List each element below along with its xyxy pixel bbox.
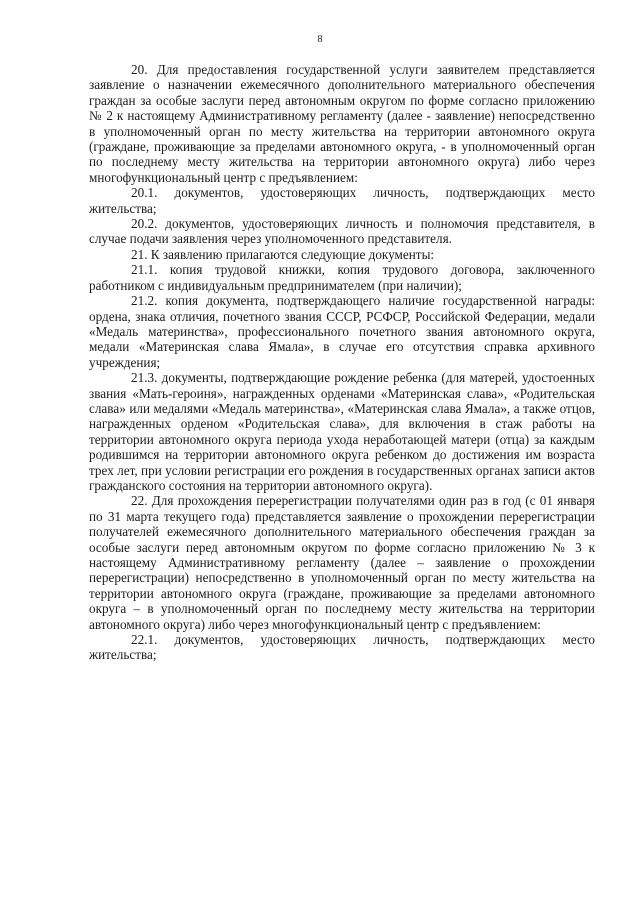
document-body xyxy=(89,62,595,663)
paragraph-21: 21. К заявлению прилагаются следующие документы: xyxy=(131,246,435,262)
page-number: 8 xyxy=(317,34,323,45)
paragraph-20-2: 20.2. документов, удостоверяющих личность и полномочия представителя, в случае подачи заявления через уполномоченного представителя. xyxy=(89,216,595,247)
paragraph-21-2: 21.2. копия документа, подтверждающего наличие государственной награды: ордена, знака отличия, почетного звания СССР, РСФСР, Российской Федерации, медали «Медаль материнства», профессионального почетного звания автономного округа, медали «Материнская слава Ямала», в случае его отсутствия справка архивного учреждения; xyxy=(89,293,595,370)
paragraph-22-1: 22.1. документов, удостоверяющих личность, подтверждающих место жительства; xyxy=(89,632,595,663)
paragraph-22: 22. Для прохождения перерегистрации получателями один раз в год (с 01 января по 31 марта текущего года) представляется заявление о прохождении перерегистрации получателей ежемесячного дополнительного материального обеспечения граждан за особые заслуги перед автономным округом по форме согласно приложению № 3 к настоящему Административному регламенту (далее – заявление о прохождении перерегистрации) непосредственно в уполномоченный орган по месту жительства на территории автономного округа (граждане, проживающие за пределами автономного округа – в уполномоченный орган по последнему месту жительства на территории автономного округа) либо через многофункциональный центр с предъявлением: xyxy=(89,493,595,632)
paragraph-21-1: 21.1. копия трудовой книжки, копия трудового договора, заключенного работником с индивидуальным предпринимателем (при наличии); xyxy=(89,262,595,293)
paragraph-20: 20. Для предоставления государственной услуги заявителем представляется заявление о назначении ежемесячного дополнительного материального обеспечения граждан за особые заслуги перед автономным округом по форме согласно приложению № 2 к настоящему Административному регламенту (далее - заявление) непосредственно в уполномоченный орган по месту жительства на территории автономного округа (граждане, проживающие за пределами автономного округа, - в уполномоченный орган по последнему месту жительства на территории автономного округа) либо через многофункциональный центр с предъявлением: xyxy=(89,62,595,185)
paragraph-21-3: 21.3. документы, подтверждающие рождение ребенка (для матерей, удостоенных звания «Мать-героиня», награжденных орденами «Материнская слава», «Родительская слава» или медалями «Медаль материнства», «Материнская слава Ямала», а также отцов, награжденных орденом «Родительская слава», для включения в стаж работы на территории автономного округа периода ухода неработающей матери (отца) за каждым родившимся на территории автономного округа ребенком до достижения им возраста трех лет, при условии регистрации его рождения в государственных органах записи актов гражданского состояния на территории автономного округа). xyxy=(89,370,595,493)
paragraph-20-1: 20.1. документов, удостоверяющих личность, подтверждающих место жительства; xyxy=(89,185,595,216)
